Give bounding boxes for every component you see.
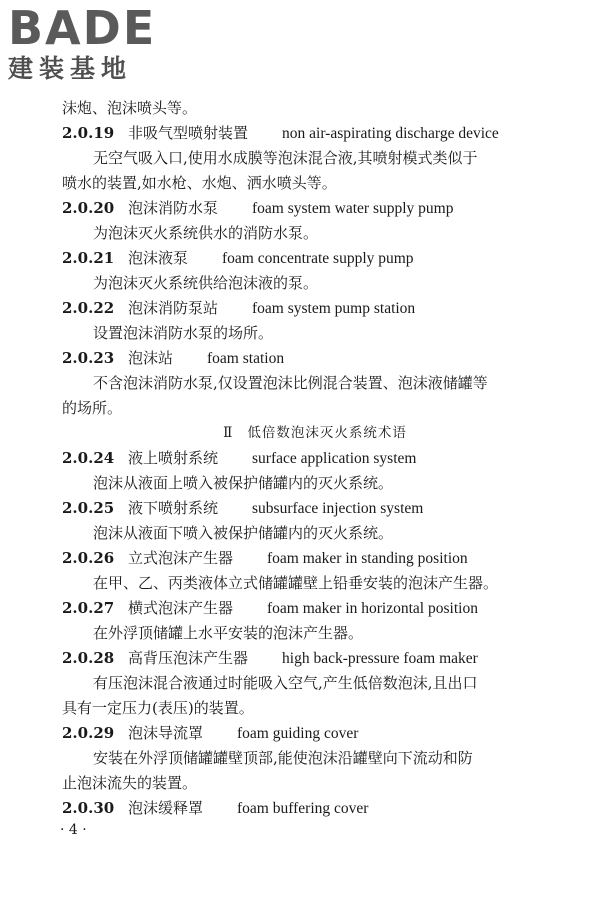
term-number: 2.0.22 — [62, 299, 115, 317]
term-number: 2.0.21 — [62, 249, 115, 267]
definition-line: 在甲、乙、丙类液体立式储罐罐壁上铅垂安装的泡沫产生器。 — [93, 574, 499, 592]
term-chinese: 立式泡沫产生器 — [128, 549, 234, 567]
term-chinese: 非吸气型喷射装置 — [128, 124, 249, 142]
term-entry — [62, 121, 568, 146]
term-entry — [62, 646, 568, 671]
term-english: foam concentrate supply pump — [222, 250, 414, 267]
term-entry — [62, 596, 568, 621]
definition-line: 具有一定压力(表压)的装置。 — [62, 699, 254, 717]
definition-line: 泡沫从液面下喷入被保护储罐内的灭火系统。 — [93, 524, 394, 542]
definition-line: 不含泡沫消防水泵,仅设置泡沫比例混合装置、泡沫液储罐等 — [93, 374, 488, 392]
term-english: foam maker in standing position — [267, 550, 468, 567]
term-english: foam maker in horizontal position — [267, 600, 478, 617]
term-entry — [62, 446, 568, 471]
section-title: 低倍数泡沫灭火系统术语 — [247, 425, 407, 441]
term-number: 2.0.23 — [62, 349, 115, 367]
term-chinese: 泡沫站 — [128, 349, 174, 367]
term-chinese: 泡沫消防泵站 — [128, 299, 219, 317]
term-number: 2.0.25 — [62, 499, 115, 517]
term-entry — [62, 296, 568, 321]
term-english: high back-pressure foam maker — [282, 650, 478, 667]
term-chinese: 泡沫导流罩 — [128, 724, 204, 742]
term-number: 2.0.19 — [62, 124, 115, 142]
term-number: 2.0.20 — [62, 199, 115, 217]
definition-line: 在外浮顶储罐上水平安装的泡沫产生器。 — [93, 624, 364, 642]
term-english: foam system pump station — [252, 300, 416, 317]
definition-line: 有压泡沫混合液通过时能吸入空气,产生低倍数泡沫,且出口 — [93, 674, 478, 692]
definition-line: 安装在外浮顶储罐罐壁顶部,能使泡沫沿罐壁向下流动和防 — [93, 749, 473, 767]
term-number: 2.0.24 — [62, 449, 115, 467]
definition-line: 为泡沫灭火系统供给泡沫液的泵。 — [93, 274, 319, 292]
term-chinese: 泡沫液泵 — [128, 249, 189, 267]
term-english: foam system water supply pump — [252, 200, 454, 217]
logo-wordmark: BADE — [8, 1, 157, 55]
term-english: foam station — [207, 350, 285, 367]
term-english: foam guiding cover — [237, 725, 359, 742]
term-number: 2.0.29 — [62, 724, 115, 742]
term-entry — [62, 246, 568, 271]
term-number: 2.0.28 — [62, 649, 115, 667]
term-entry — [62, 546, 568, 571]
definition-line: 泡沫从液面上喷入被保护储罐内的灭火系统。 — [93, 474, 394, 492]
term-english: foam buffering cover — [237, 800, 369, 817]
definition-line: 沫炮、泡沫喷头等。 — [62, 99, 198, 117]
term-number: 2.0.30 — [62, 799, 115, 817]
term-chinese: 泡沫缓释罩 — [128, 799, 204, 817]
term-chinese: 横式泡沫产生器 — [128, 599, 234, 617]
definition-line: 的场所。 — [62, 399, 123, 417]
page-number: · 4 · — [60, 822, 87, 838]
term-entry — [62, 496, 568, 521]
term-entry — [62, 196, 568, 221]
section-heading — [62, 421, 568, 446]
term-entry — [62, 796, 568, 821]
bade-logo — [8, 1, 157, 84]
term-number: 2.0.27 — [62, 599, 115, 617]
definition-line: 无空气吸入口,使用水成膜等泡沫混合液,其喷射模式类似于 — [93, 149, 478, 167]
term-english: surface application system — [252, 450, 417, 467]
term-english: subsurface injection system — [252, 500, 424, 517]
term-chinese: 泡沫消防水泵 — [128, 199, 219, 217]
definition-line: 为泡沫灭火系统供水的消防水泵。 — [93, 224, 319, 242]
term-entry — [62, 721, 568, 746]
term-chinese: 液上喷射系统 — [128, 449, 219, 467]
term-chinese: 高背压泡沫产生器 — [128, 649, 249, 667]
term-entry — [62, 346, 568, 371]
term-chinese: 液下喷射系统 — [128, 499, 219, 517]
term-english: non air-aspirating discharge device — [282, 125, 499, 142]
logo-subtitle: 建装基地 — [8, 54, 133, 83]
document-body — [62, 96, 568, 821]
definition-line: 喷水的装置,如水枪、水炮、洒水喷头等。 — [62, 174, 337, 192]
term-number: 2.0.26 — [62, 549, 115, 567]
definition-line: 止泡沫流失的装置。 — [62, 774, 198, 792]
section-numeral: Ⅱ — [223, 425, 234, 441]
definition-line: 设置泡沫消防水泵的场所。 — [93, 324, 274, 342]
